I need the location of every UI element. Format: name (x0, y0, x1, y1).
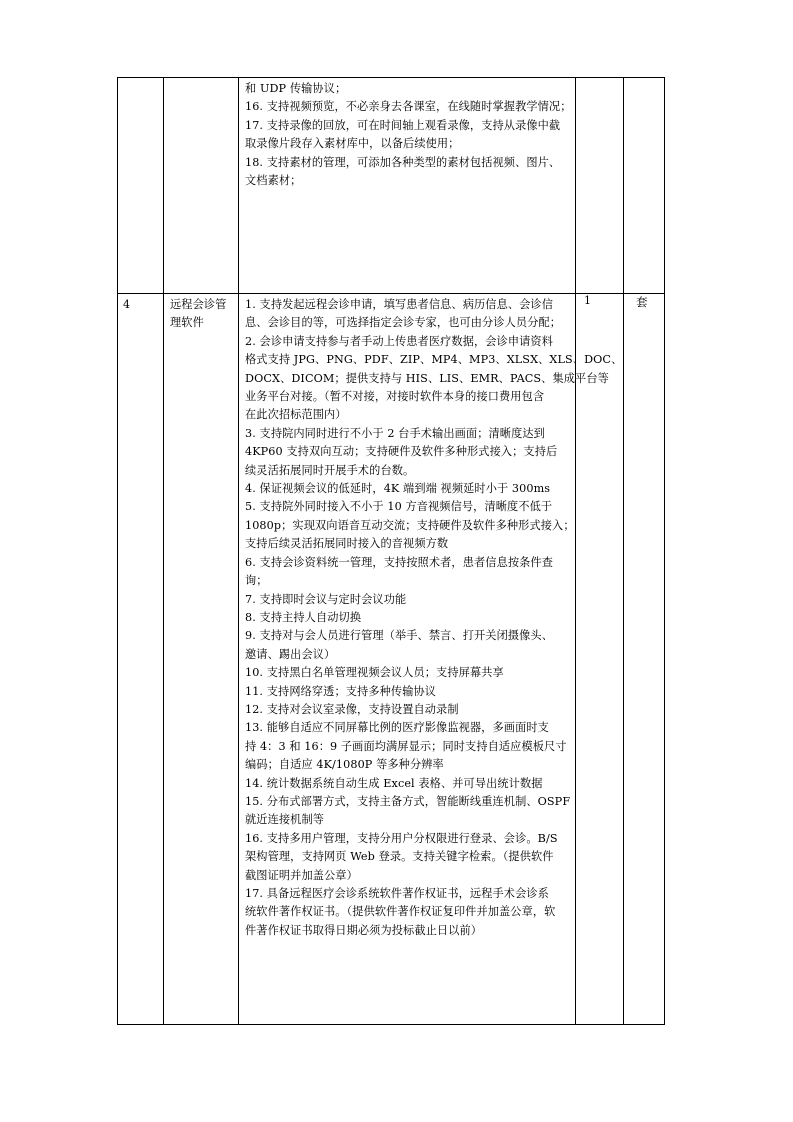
spec-table (117, 77, 665, 1025)
spec-line: 文档素材； (245, 174, 302, 188)
spec-line: 截图证明并加盖公章） (245, 868, 358, 882)
spec-line: 持 4：3 和 16：9 子画面均满屏显示；同时支持自适应模板尺寸 (245, 739, 567, 753)
spec-line: 编码；自适应 4K/1080P 等多种分辨率 (245, 758, 444, 772)
spec-line: 就近连接机制等 (245, 813, 325, 827)
spec-line: 询； (245, 574, 268, 588)
spec-line: 统软件著作权证书。（提供软件著作权证复印件并加盖公章，软 (245, 905, 556, 919)
spec-line: 件著作权证书取得日期必须为投标截止日以前） (245, 923, 483, 937)
spec-line: 16. 支持多用户管理，支持分用户分权限进行登录、会诊。B/S (245, 831, 558, 845)
spec-line: 续灵活拓展同时开展手术的台数。 (245, 463, 415, 477)
spec-line: 13. 能够自适应不同屏幕比例的医疗影像监视器，多画面时支 (245, 721, 549, 735)
spec-line: 3. 支持院内同时进行不小于 2 台手术输出画面；清晰度达到 (245, 426, 545, 440)
spec-line: 5. 支持院外同时接入不小于 10 方音视频信号，清晰度不低于 (245, 500, 553, 514)
spec-line: DOCX、DICOM；提供支持与 HIS、LIS、EMR、PACS、集成平台等 (245, 371, 609, 385)
spec-line: 8. 支持主持人自动切换 (245, 610, 362, 624)
spec-cell (239, 78, 576, 294)
unit-cell (624, 78, 665, 294)
spec-text (239, 294, 623, 940)
spec-line: 1080p；实现双向语音互动交流；支持硬件及软件多种形式接入； (245, 518, 575, 532)
unit-cell (624, 294, 665, 1025)
spec-line: 9. 支持对与会人员进行管理（举手、禁言、打开关闭摄像头、 (245, 629, 554, 643)
spec-line: 息、会诊目的等，可选择指定会诊专家，也可由分诊人员分配； (245, 316, 562, 330)
spec-cell (239, 294, 623, 1025)
quantity-cell (576, 294, 624, 1025)
name-cell (164, 294, 239, 1025)
item-name (164, 294, 238, 333)
spec-line: 6. 支持会诊资料统一管理，支持按照术者，患者信息按条件查 (245, 555, 554, 569)
spec-line: 4KP60 支持双向互动；支持硬件及软件多种形式接入；支持后 (245, 445, 558, 459)
spec-line: 11. 支持网络穿透；支持多种传输协议 (245, 684, 437, 698)
item-name-line: 远程会诊管 (170, 298, 227, 311)
item-quantity: 1 (584, 294, 591, 307)
spec-line: 格式支持 JPG、PNG、PDF、ZIP、MP4、MP3、XLSX、XLS、DOC、 (245, 353, 623, 367)
spec-line: 和 UDP 传输协议； (245, 82, 347, 95)
spec-line: 17. 支持录像的回放，可在时间轴上观看录像，支持从录像中截 (245, 118, 561, 132)
spec-line: 2. 会诊申请支持参与者手动上传患者医疗数据，会诊申请资料 (245, 334, 554, 348)
spec-text (239, 78, 575, 190)
item-unit: 套 (636, 295, 648, 309)
spec-line: 业务平台对接。（暂不对接，对接时软件本身的接口费用包含 (245, 390, 545, 404)
item-name-line: 理软件 (170, 316, 204, 330)
number-cell (118, 294, 164, 1025)
name-cell (164, 78, 239, 294)
spec-line: 10. 支持黑白名单管理视频会议人员；支持屏幕共享 (245, 666, 504, 680)
spec-line: 邀请、踢出会议） (245, 647, 336, 661)
spec-line: 架构管理，支持网页 Web 登录。支持关键字检索。（提供软件 (245, 850, 554, 864)
spec-line: 15. 分布式部署方式，支持主备方式，智能断线重连机制、OSPF (245, 794, 571, 808)
table-row-continuation (118, 78, 665, 294)
spec-line: 16. 支持视频预览，不必亲身去各课室，在线随时掌握教学情况； (245, 100, 572, 114)
spec-line: 取录像片段存入素材库中，以备后续使用； (245, 137, 460, 151)
spec-line: 在此次招标范围内） (245, 408, 347, 422)
table-row-item (118, 294, 665, 1025)
quantity-cell (576, 78, 624, 294)
spec-line: 7. 支持即时会议与定时会议功能 (245, 592, 407, 606)
spec-line: 17. 具备远程医疗会诊系统软件著作权证书，远程手术会诊系 (245, 887, 549, 900)
item-number: 4 (123, 298, 130, 311)
spec-line: 12. 支持对会议室录像，支持设置自动录制 (245, 702, 459, 716)
spec-line: 14. 统计数据系统自动生成 Excel 表格、并可导出统计数据 (245, 776, 543, 790)
spec-line: 18. 支持素材的管理，可添加各种类型的素材包括视频、图片、 (245, 155, 561, 169)
spec-line: 4. 保证视频会议的低延时，4K 端到端 视频延时小于 300ms (245, 482, 551, 496)
spec-line: 1. 支持发起远程会诊申请，填写患者信息、病历信息、会诊信 (245, 298, 554, 311)
spec-line: 支持后续灵活拓展同时接入的音视频方数 (245, 537, 449, 551)
number-cell (118, 78, 164, 294)
